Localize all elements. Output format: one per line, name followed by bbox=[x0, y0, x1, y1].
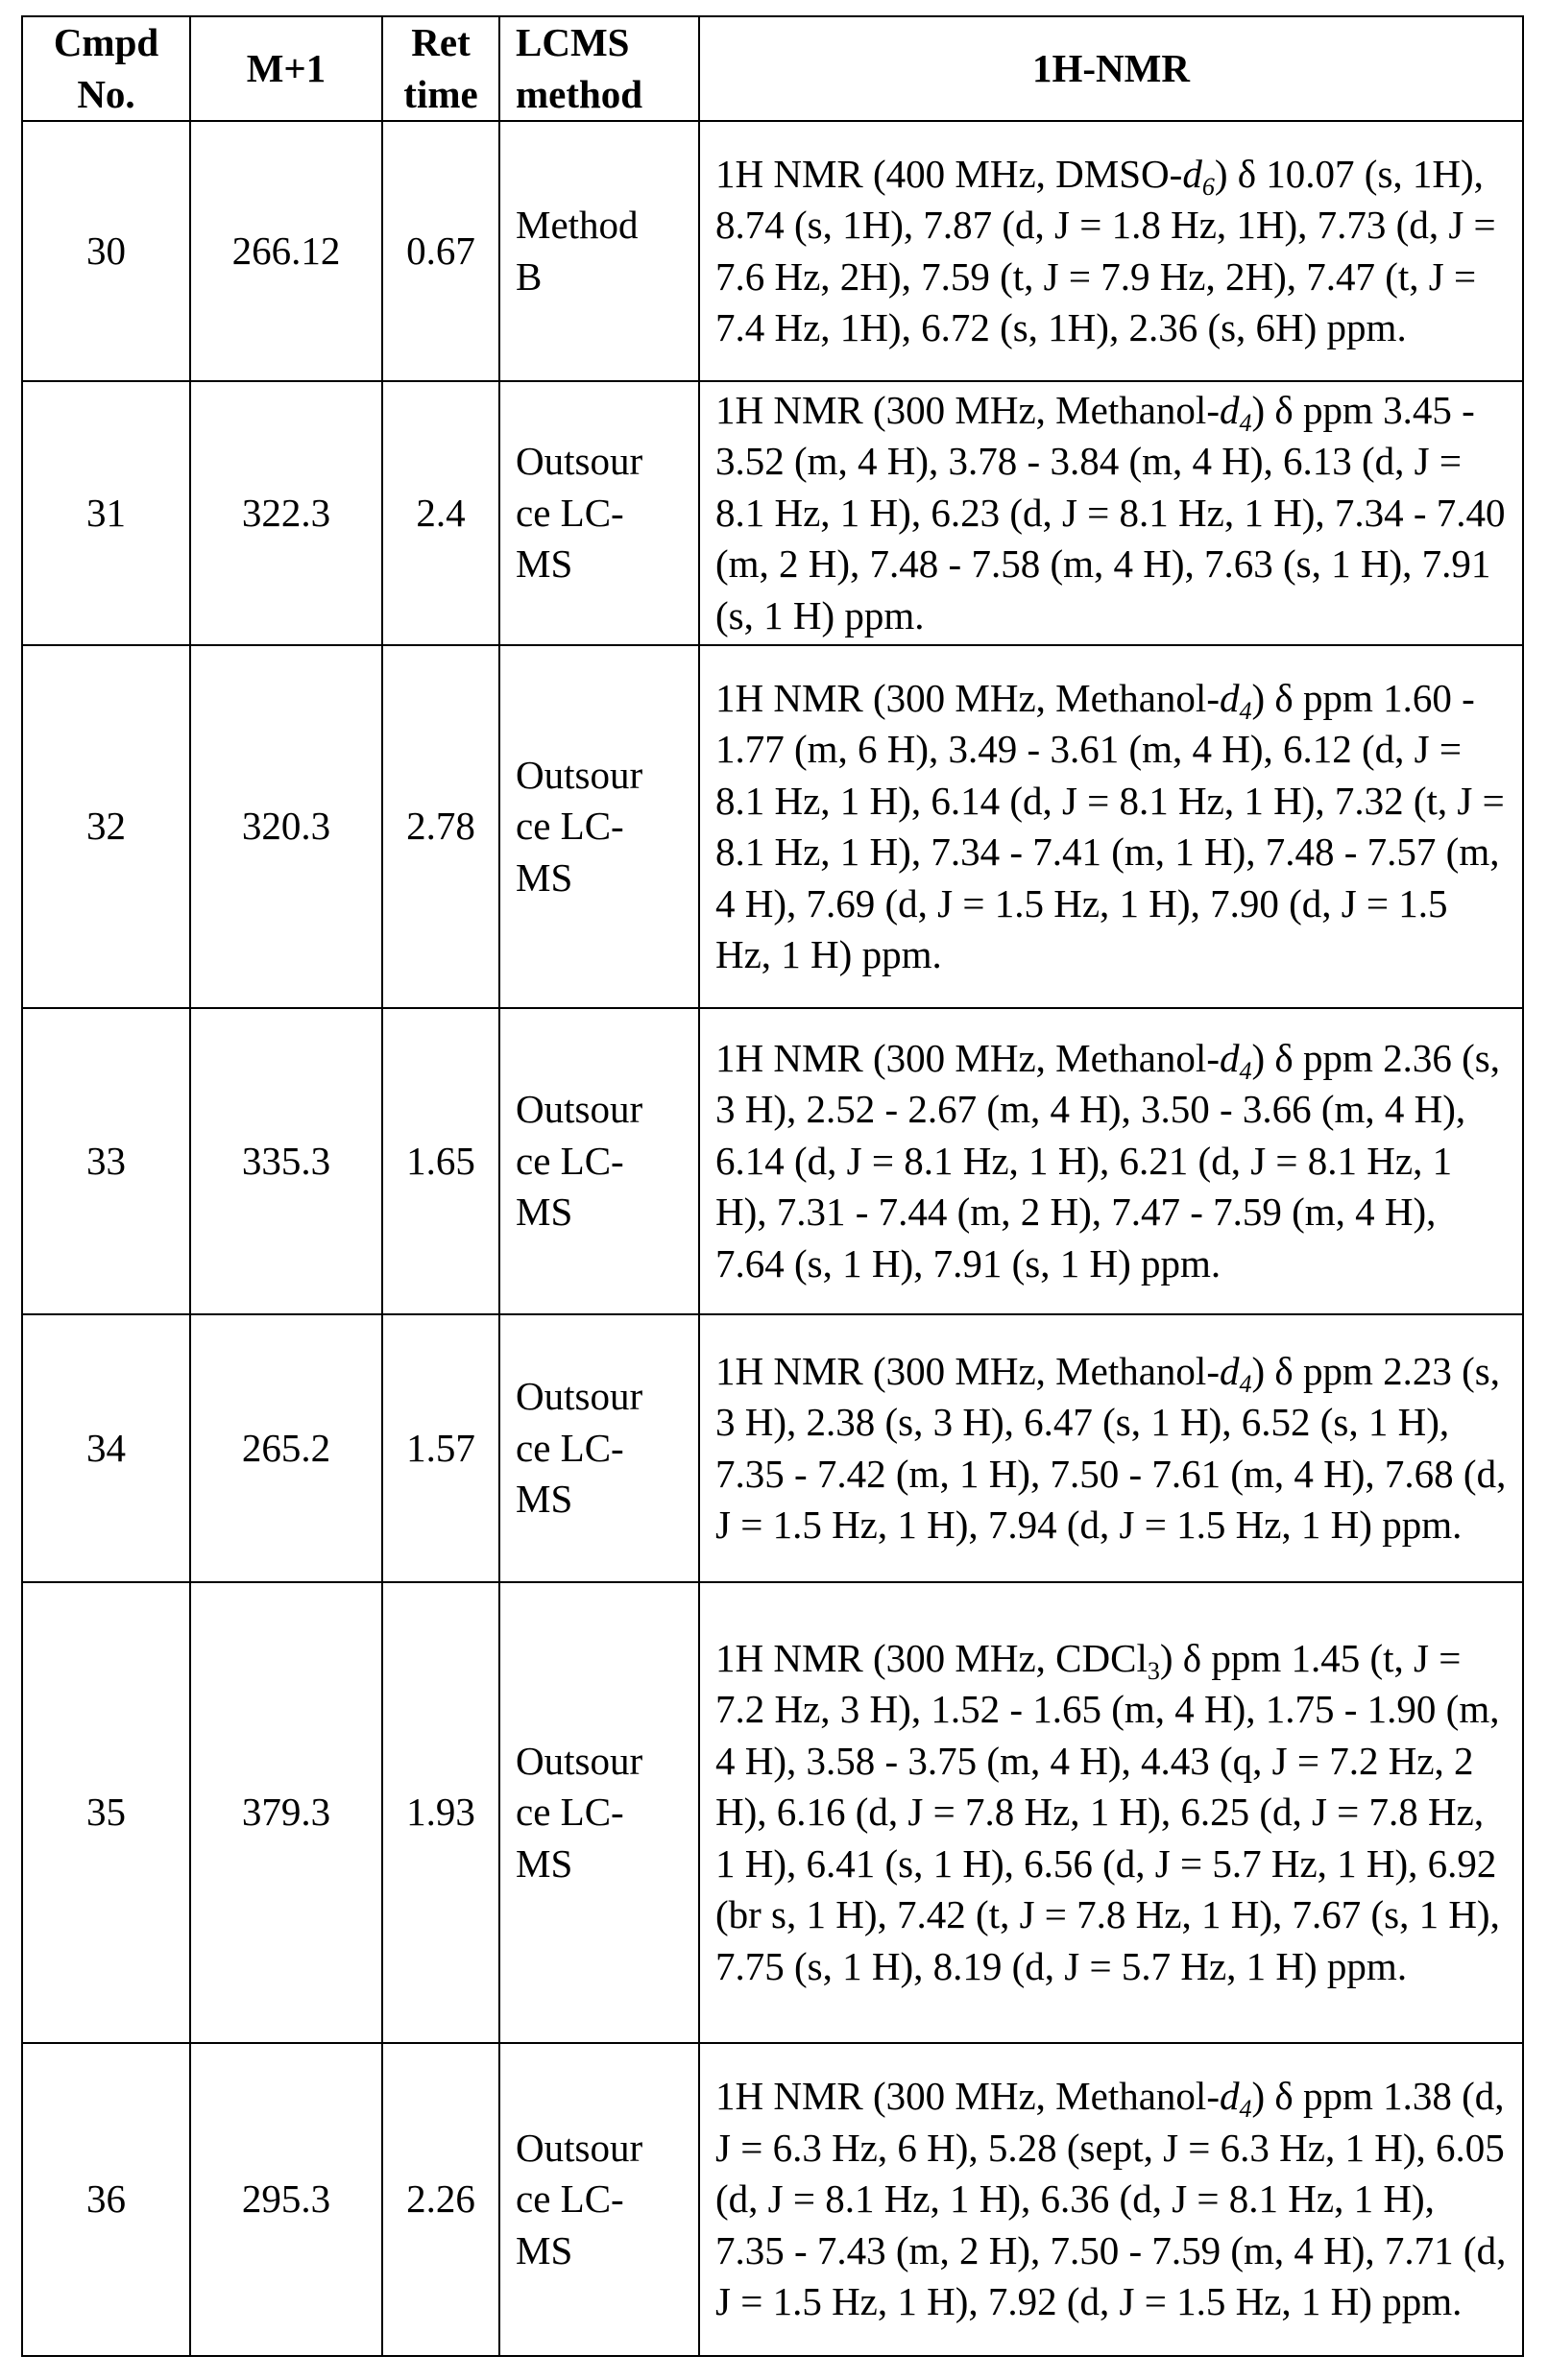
cell-ret-time: 2.78 bbox=[382, 645, 499, 1008]
method-line: MS bbox=[516, 1841, 572, 1886]
table-row bbox=[22, 1314, 1523, 1582]
method-line: MS bbox=[516, 1477, 572, 1521]
nmr-text: 1H NMR (300 MHz, Methanol- bbox=[715, 388, 1220, 432]
nmr-subscript: 4 bbox=[1239, 1370, 1251, 1398]
cell-m-plus-1: 379.3 bbox=[190, 1582, 382, 2043]
table-row bbox=[22, 645, 1523, 1008]
cell-ret-time: 0.67 bbox=[382, 121, 499, 381]
nmr-text: 1H NMR (300 MHz, Methanol- bbox=[715, 676, 1220, 720]
method-line: MS bbox=[516, 855, 572, 900]
cell-cmpd-no: 32 bbox=[22, 645, 190, 1008]
nmr-text: d bbox=[1220, 1349, 1240, 1393]
nmr-subscript: 4 bbox=[1239, 2095, 1251, 2123]
nmr-text: 1H NMR (400 MHz, DMSO- bbox=[715, 152, 1182, 196]
method-line: Outsour bbox=[516, 439, 642, 483]
nmr-text: 1H NMR (300 MHz, Methanol- bbox=[715, 1036, 1220, 1080]
nmr-subscript: 6 bbox=[1202, 173, 1215, 201]
cell-lcms-method bbox=[499, 121, 699, 381]
cell-cmpd-no: 34 bbox=[22, 1314, 190, 1582]
table-row bbox=[22, 121, 1523, 381]
cell-1h-nmr bbox=[699, 1582, 1523, 2043]
header-cmpd-line2: No. bbox=[77, 72, 134, 116]
nmr-text: ) δ ppm 1.45 (t, J = 7.2 Hz, 3 H), 1.52 - 1.65 (m, 4 H), 1.75 - 1.90 (m, 4 H), 3.58 - 3.75 (m, 4 H), 4.43 (q, J = 7.2 Hz, 2 H), 6.16 (d, J = 7.8 Hz, 1 H), 6.25 (d, J = 7.8 Hz, 1 H), 6.41 (s, 1 H), 6.56 (d, J = 5.7 Hz, 1 H), 6.92 (br s, 1 H), 7.42 (t, J = 7.8 Hz, 1 H), 7.67 (s, 1 H), 7.75 (s, 1 H), 8.19 (d, J = 5.7 Hz, 1 H) ppm. bbox=[715, 1636, 1500, 1988]
method-line: ce LC- bbox=[516, 1790, 624, 1834]
header-cmpd-no bbox=[22, 16, 190, 121]
method-line: ce LC- bbox=[516, 804, 624, 848]
cell-m-plus-1: 320.3 bbox=[190, 645, 382, 1008]
nmr-text: ) δ ppm 1.38 (d, J = 6.3 Hz, 6 H), 5.28 (sept, J = 6.3 Hz, 1 H), 6.05 (d, J = 8.1 Hz, 1 H), 6.36 (d, J = 8.1 Hz, 1 H), 7.35 - 7.43 (m, 2 H), 7.50 - 7.59 (m, 4 H), 7.71 (d, J = 1.5 Hz, 1 H), 7.92 (d, J = 1.5 Hz, 1 H) ppm. bbox=[715, 2074, 1506, 2323]
method-line: Method bbox=[516, 203, 639, 247]
header-m-plus-1: M+1 bbox=[190, 16, 382, 121]
header-row bbox=[22, 16, 1523, 121]
header-1h-nmr: 1H-NMR bbox=[699, 16, 1523, 121]
method-line: MS bbox=[516, 2228, 572, 2272]
nmr-text: d bbox=[1220, 1036, 1240, 1080]
header-lcms-line1: LCMS bbox=[516, 20, 629, 64]
cell-1h-nmr bbox=[699, 645, 1523, 1008]
method-line: ce LC- bbox=[516, 1426, 624, 1470]
nmr-subscript: 3 bbox=[1148, 1657, 1160, 1685]
nmr-text: 1H NMR (300 MHz, CDCl bbox=[715, 1636, 1148, 1680]
nmr-text: 1H NMR (300 MHz, Methanol- bbox=[715, 1349, 1220, 1393]
cell-m-plus-1: 265.2 bbox=[190, 1314, 382, 1582]
cell-m-plus-1: 335.3 bbox=[190, 1008, 382, 1314]
table-row bbox=[22, 2043, 1523, 2356]
cell-cmpd-no: 36 bbox=[22, 2043, 190, 2356]
cell-lcms-method bbox=[499, 1582, 699, 2043]
method-line: MS bbox=[516, 1190, 572, 1234]
cell-1h-nmr bbox=[699, 2043, 1523, 2356]
cell-lcms-method bbox=[499, 645, 699, 1008]
cell-cmpd-no: 30 bbox=[22, 121, 190, 381]
table-row bbox=[22, 1582, 1523, 2043]
nmr-subscript: 4 bbox=[1239, 1057, 1251, 1085]
method-line: ce LC- bbox=[516, 1139, 624, 1183]
cell-1h-nmr bbox=[699, 1314, 1523, 1582]
cell-ret-time: 1.65 bbox=[382, 1008, 499, 1314]
header-lcms-line2: method bbox=[516, 72, 642, 116]
cell-m-plus-1: 322.3 bbox=[190, 381, 382, 645]
cell-ret-time: 2.26 bbox=[382, 2043, 499, 2356]
cell-1h-nmr bbox=[699, 381, 1523, 645]
cell-cmpd-no: 35 bbox=[22, 1582, 190, 2043]
cell-m-plus-1: 295.3 bbox=[190, 2043, 382, 2356]
method-line: Outsour bbox=[516, 1087, 642, 1131]
nmr-text: ) δ 10.07 (s, 1H), 8.74 (s, 1H), 7.87 (d, J = 1.8 Hz, 1H), 7.73 (d, J = 7.6 Hz, 2H), 7.59 (t, J = 7.9 Hz, 2H), 7.47 (t, J = 7.4 Hz, 1H), 6.72 (s, 1H), 2.36 (s, 6H) ppm. bbox=[715, 152, 1496, 350]
cell-lcms-method bbox=[499, 1314, 699, 1582]
cell-1h-nmr bbox=[699, 1008, 1523, 1314]
nmr-text: ) δ ppm 1.60 - 1.77 (m, 6 H), 3.49 - 3.61 (m, 4 H), 6.12 (d, J = 8.1 Hz, 1 H), 6.14 (d, J = 8.1 Hz, 1 H), 7.32 (t, J = 8.1 Hz, 1 H), 7.34 - 7.41 (m, 1 H), 7.48 - 7.57 (m, 4 H), 7.69 (d, J = 1.5 Hz, 1 H), 7.90 (d, J = 1.5 Hz, 1 H) ppm. bbox=[715, 676, 1505, 977]
table-row bbox=[22, 1008, 1523, 1314]
cell-m-plus-1: 266.12 bbox=[190, 121, 382, 381]
cell-ret-time: 1.93 bbox=[382, 1582, 499, 2043]
table-row bbox=[22, 381, 1523, 645]
method-line: MS bbox=[516, 541, 572, 586]
cell-lcms-method bbox=[499, 1008, 699, 1314]
nmr-text: d bbox=[1220, 388, 1240, 432]
header-cmpd-line1: Cmpd bbox=[54, 20, 158, 64]
cell-cmpd-no: 33 bbox=[22, 1008, 190, 1314]
method-line: ce LC- bbox=[516, 491, 624, 535]
nmr-text: d bbox=[1220, 676, 1240, 720]
nmr-text: ) δ ppm 2.36 (s, 3 H), 2.52 - 2.67 (m, 4 H), 3.50 - 3.66 (m, 4 H), 6.14 (d, J = 8.1 Hz, 1 H), 6.21 (d, J = 8.1 Hz, 1 H), 7.31 - 7.44 (m, 2 H), 7.47 - 7.59 (m, 4 H), 7.64 (s, 1 H), 7.91 (s, 1 H) ppm. bbox=[715, 1036, 1500, 1286]
method-line: Outsour bbox=[516, 753, 642, 797]
table-body bbox=[22, 121, 1523, 2356]
nmr-text: d bbox=[1220, 2074, 1240, 2118]
cell-ret-time: 2.4 bbox=[382, 381, 499, 645]
method-line: Outsour bbox=[516, 2126, 642, 2170]
header-lcms-method bbox=[499, 16, 699, 121]
nmr-subscript: 4 bbox=[1239, 697, 1251, 725]
compound-data-table bbox=[21, 15, 1524, 2357]
cell-lcms-method bbox=[499, 2043, 699, 2356]
nmr-text: d bbox=[1182, 152, 1202, 196]
cell-ret-time: 1.57 bbox=[382, 1314, 499, 1582]
nmr-subscript: 4 bbox=[1239, 409, 1251, 437]
method-line: Outsour bbox=[516, 1374, 642, 1418]
method-line: Outsour bbox=[516, 1739, 642, 1783]
header-ret-time bbox=[382, 16, 499, 121]
nmr-text: ) δ ppm 3.45 - 3.52 (m, 4 H), 3.78 - 3.84 (m, 4 H), 6.13 (d, J = 8.1 Hz, 1 H), 6.23 (d, J = 8.1 Hz, 1 H), 7.34 - 7.40 (m, 2 H), 7.48 - 7.58 (m, 4 H), 7.63 (s, 1 H), 7.91 (s, 1 H) ppm. bbox=[715, 388, 1506, 637]
cell-cmpd-no: 31 bbox=[22, 381, 190, 645]
nmr-text: 1H NMR (300 MHz, Methanol- bbox=[715, 2074, 1220, 2118]
cell-lcms-method bbox=[499, 381, 699, 645]
nmr-text: ) δ ppm 2.23 (s, 3 H), 2.38 (s, 3 H), 6.47 (s, 1 H), 6.52 (s, 1 H), 7.35 - 7.42 (m, 1 H), 7.50 - 7.61 (m, 4 H), 7.68 (d, J = 1.5 Hz, 1 H), 7.94 (d, J = 1.5 Hz, 1 H) ppm. bbox=[715, 1349, 1506, 1548]
method-line: B bbox=[516, 254, 542, 299]
cell-1h-nmr bbox=[699, 121, 1523, 381]
header-ret-line1: Ret bbox=[411, 20, 470, 64]
method-line: ce LC- bbox=[516, 2176, 624, 2221]
header-ret-line2: time bbox=[403, 72, 477, 116]
